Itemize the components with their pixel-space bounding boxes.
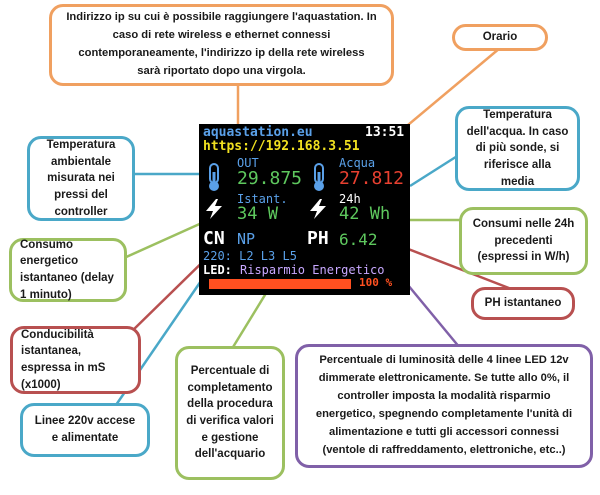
lightning-icon xyxy=(203,198,225,220)
cn-label: CN xyxy=(203,228,225,249)
ph-value: 6.42 xyxy=(339,230,378,249)
cn-value: NP xyxy=(237,230,256,248)
instant-label: Istant. xyxy=(237,192,288,206)
callout-led xyxy=(295,344,593,468)
progress-bar xyxy=(209,279,351,289)
callout-ph xyxy=(471,287,575,320)
callout-instant-text: Consumo energetico istantaneo (delay 1 minuto) xyxy=(20,238,114,301)
ip-address: https://192.168.3.51 xyxy=(203,139,360,154)
progress-percent: 100 % xyxy=(359,276,393,289)
callout-progress xyxy=(175,346,285,480)
callout-conductivity xyxy=(10,326,141,394)
callout-ambient-text: Temperatura ambientale misurata nei pressi del controller xyxy=(46,138,116,218)
ph-label: PH xyxy=(307,228,329,249)
water-label: Acqua xyxy=(339,156,376,170)
connector-progress xyxy=(230,290,268,352)
callout-daily-text: Consumi nelle 24h precedenti (espressi in W/h) xyxy=(472,217,575,264)
host-name: aquastation.eu xyxy=(203,125,313,140)
callout-ambient-temp xyxy=(27,136,135,221)
callout-progress-text: Percentuale di completamento della procedura di verifica valori e gestione dell'acquario xyxy=(186,364,274,461)
daily-label: 24h xyxy=(339,192,361,206)
callout-220-lines xyxy=(20,403,150,457)
callout-time xyxy=(452,24,548,51)
callout-instant-consumption xyxy=(9,238,127,302)
daily-consumption: 42 Wh xyxy=(339,204,391,224)
led-mode: Risparmio Energetico xyxy=(240,263,385,277)
callout-daily-consumption xyxy=(459,207,588,275)
thermometer-icon xyxy=(202,162,226,192)
controller-screen xyxy=(199,124,410,295)
callout-water-text: Temperatura dell'acqua. In caso di più sonde, si riferisce alla media xyxy=(466,108,569,188)
callout-time-text: Orario xyxy=(482,31,518,44)
callout-ph-text: PH istantaneo xyxy=(484,297,562,310)
callout-led-text: Percentuale di luminosità delle 4 linee LED 12v dimmerate elettronicamente. Se tutte allo 0%, il controller imposta la modalità risparmio energetico, spegnendo completamente l'unità di alimentazione e tutti gli accessori connessi (ventole di raffreddamento, elettroniche, etc..) xyxy=(315,354,573,456)
callout-water-temp xyxy=(455,106,580,191)
water-temperature: 27.812 xyxy=(339,168,405,189)
out-label: OUT xyxy=(237,156,259,170)
led-label: LED: xyxy=(203,263,232,277)
daily-lightning-icon xyxy=(307,198,329,220)
callout-ip-text: Indirizzo ip su cui è possibile raggiungere l'aquastation. In caso di rete wireless e ethernet connessi contemporaneamente, l'indirizzo ip della rete wireless sarà riportato dopo una virgola. xyxy=(66,11,377,77)
callout-ip-address xyxy=(49,4,394,86)
clock: 13:51 xyxy=(365,125,405,140)
instant-consumption: 34 W xyxy=(237,204,278,224)
progress-track xyxy=(209,279,351,289)
water-thermometer-icon xyxy=(307,162,331,192)
out-temperature: 29.875 xyxy=(237,168,303,189)
callout-220-text: Linee 220v accese e alimentate xyxy=(34,415,136,444)
lines-220: 220: L2 L3 L5 xyxy=(203,249,297,263)
callout-conductivity-text: Conducibilità istantanea, espressa in mS (x1000) xyxy=(21,328,106,391)
